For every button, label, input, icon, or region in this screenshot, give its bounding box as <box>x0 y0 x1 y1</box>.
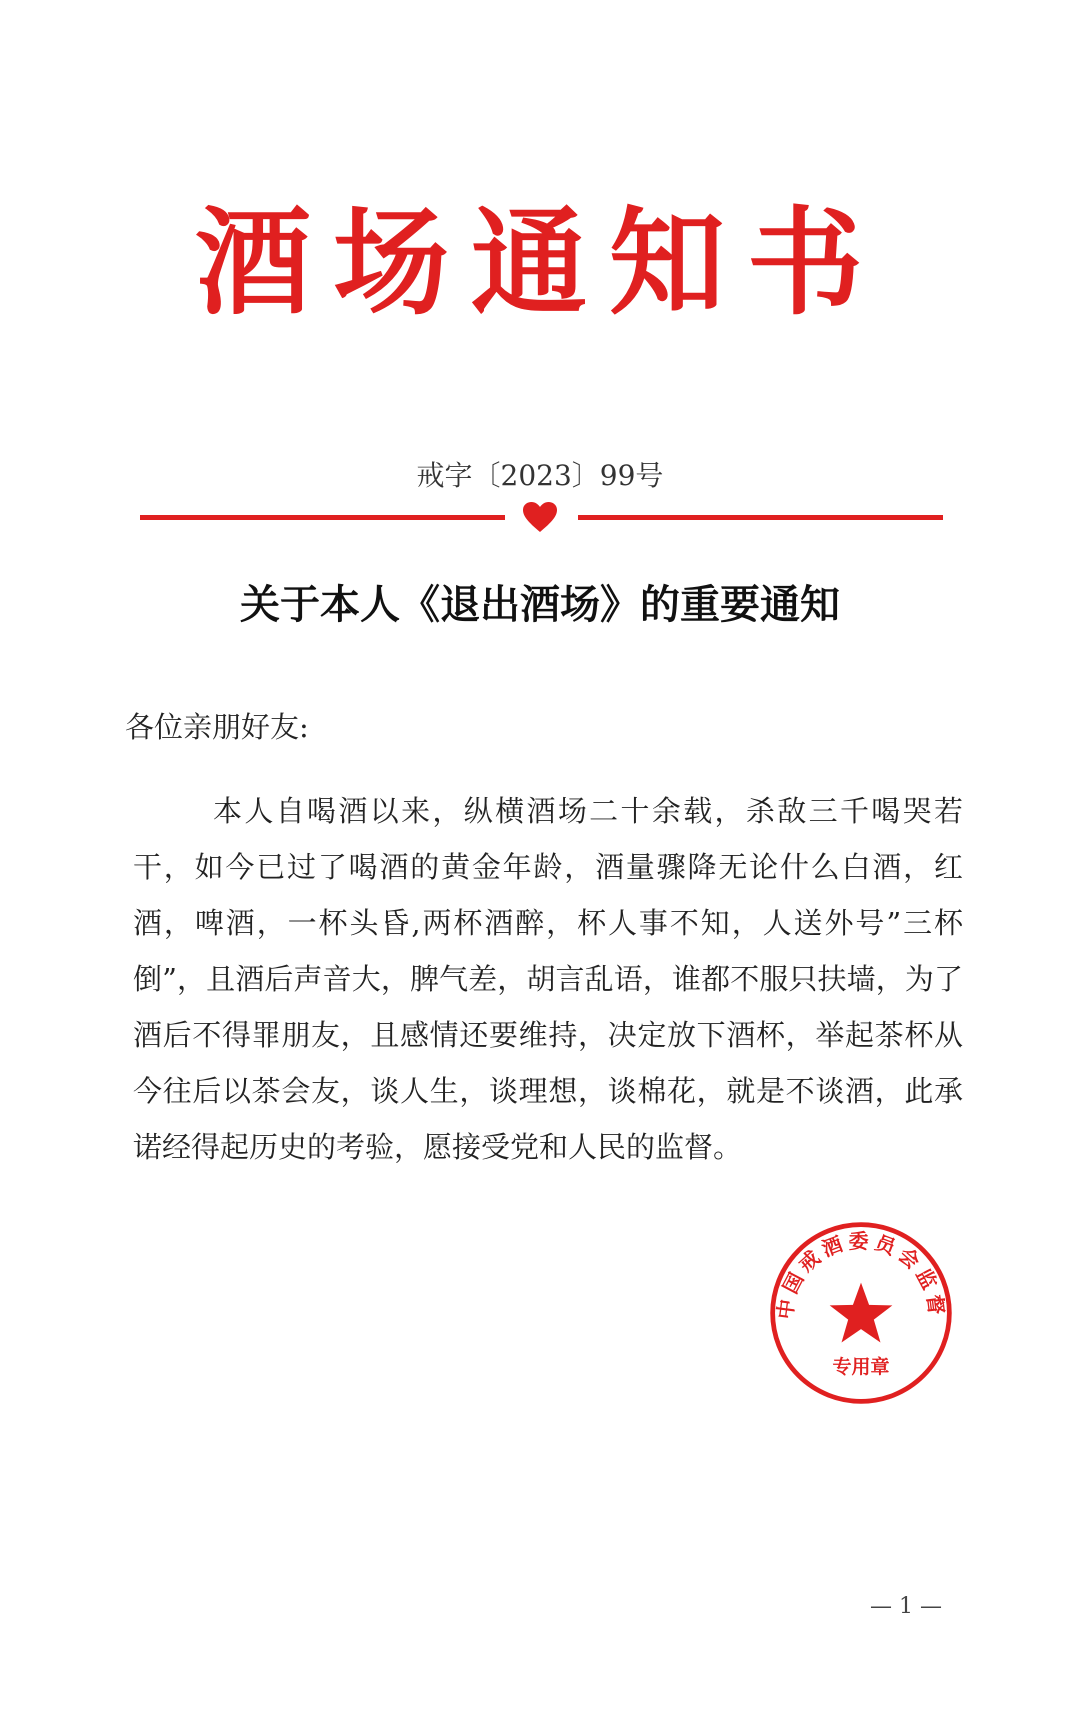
notice-body: 本人自喝酒以来，纵横酒场二十余载，杀敌三千喝哭若干，如今已过了喝酒的黄金年龄，酒量骤降无论什么白酒，红酒，啤酒，一杯头昏,两杯酒醉，杯人事不知，人送外号”三杯倒”，且酒后声音大，脾气差，胡言乱语，谁都不服只扶墙，为了酒后不得罪朋友，且感情还要维持，决定放下酒杯，举起茶杯从今往后以茶会友，谈人生，谈理想，谈棉花，就是不谈酒，此承诺经得起历史的考验，愿接受党和人民的监督。 <box>133 794 963 1164</box>
notice-subject: 关于本人《退出酒场》的重要通知 <box>240 581 840 628</box>
official-seal <box>766 1218 956 1408</box>
seal-bottom-text: 专用章 <box>832 1355 890 1378</box>
divider-left <box>140 515 505 520</box>
heart-icon <box>522 500 558 536</box>
star-icon <box>830 1283 893 1343</box>
seal-ring-text: 中国戒酒委员会监督 <box>772 1228 950 1321</box>
salutation: 各位亲朋好友: <box>125 710 309 744</box>
divider-right <box>578 515 943 520</box>
document-title: 酒场通知书 <box>195 195 885 331</box>
document-number: 戒字〔2023〕99号 <box>416 459 664 492</box>
page-number: — 1 — <box>870 1594 942 1619</box>
